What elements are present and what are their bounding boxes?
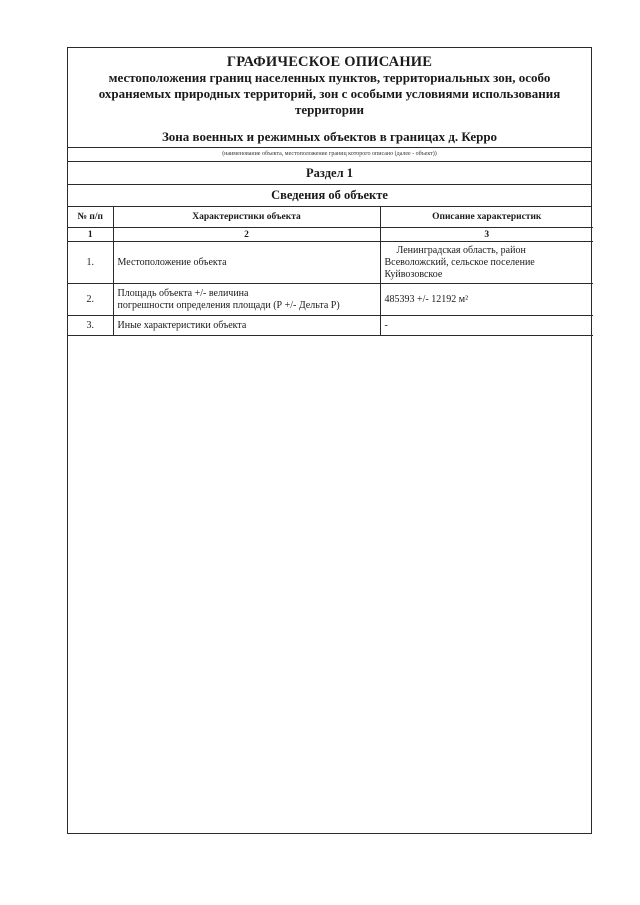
index-cell: 2	[113, 228, 380, 242]
characteristic-line: погрешности определения площади (Р +/- Дельта Р)	[117, 299, 340, 311]
document-title: ГРАФИЧЕСКОЕ ОПИСАНИЕ	[226, 54, 433, 70]
document-subtitle	[68, 70, 591, 118]
subtitle-line: охраняемых природных территорий, зон с особыми условиями использования	[98, 86, 561, 101]
header-num: № п/п	[68, 207, 113, 228]
description-line: 485393 +/- 12192 м²	[384, 294, 469, 305]
subtitle-line: местоположения границ населенных пунктов, территориальных зон, особо	[108, 70, 551, 85]
table-header-row	[68, 207, 593, 228]
table-row	[68, 316, 593, 336]
table-row	[68, 242, 593, 284]
characteristic-line: Площадь объекта +/- величина	[117, 287, 249, 299]
characteristic-line: Иные характеристики объекта	[117, 320, 247, 331]
description-line: Ленинградская область, район	[396, 244, 526, 256]
description-line: Всеволожский, сельское поселение	[384, 256, 535, 268]
table-index-row	[68, 228, 593, 242]
section-title: Раздел 1	[68, 162, 591, 185]
description-cell	[380, 242, 593, 284]
description-line: Куйвозовское	[384, 268, 443, 280]
header-description: Описание характеристик	[380, 207, 593, 228]
description-line: -	[384, 320, 388, 331]
row-number: 3.	[68, 316, 113, 336]
section-subtitle: Сведения об объекте	[68, 185, 591, 207]
header-characteristic: Характеристики объекта	[113, 207, 380, 228]
table-row	[68, 284, 593, 316]
characteristic-line: Местоположение объекта	[117, 257, 227, 268]
characteristic-cell	[113, 284, 380, 316]
row-number: 2.	[68, 284, 113, 316]
description-cell	[380, 316, 593, 336]
object-caption: (наименование объекта, местоположение границ которого описано (далее - объект))	[222, 151, 437, 157]
subtitle-line: территории	[294, 102, 365, 117]
characteristic-cell	[113, 316, 380, 336]
index-cell: 1	[68, 228, 113, 242]
row-number: 1.	[68, 242, 113, 284]
index-cell: 3	[380, 228, 593, 242]
object-info-table	[68, 207, 593, 336]
document-header	[68, 48, 591, 162]
document-frame	[67, 47, 592, 834]
description-cell	[380, 284, 593, 316]
characteristic-cell	[113, 242, 380, 284]
object-name: Зона военных и режимных объектов в границах д. Керро	[68, 129, 591, 148]
